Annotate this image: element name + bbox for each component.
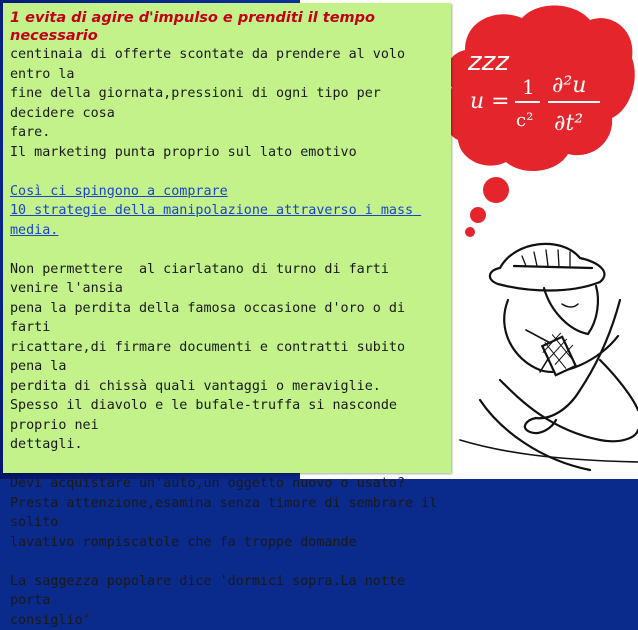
text-line: Presta attenzione,esamina senza timore di sembrare il solito bbox=[10, 494, 445, 533]
text-line: fare. bbox=[10, 123, 445, 143]
panel-title: 1 evita di agire d'impulso e prenditi il tempo necessario bbox=[10, 9, 445, 45]
text-line: lavativo rompiscatole che fa troppe domande bbox=[10, 533, 445, 553]
bubble-zzz: zzz bbox=[467, 47, 510, 77]
paragraph-gap bbox=[10, 240, 445, 260]
bubble-dt2: ∂t² bbox=[554, 111, 583, 136]
thought-bubble bbox=[441, 5, 634, 237]
paragraph-gap bbox=[10, 455, 445, 475]
bubble-u-equals: u = bbox=[470, 89, 510, 114]
paragraph-gap bbox=[10, 552, 445, 572]
bubble-c-squared: c² bbox=[516, 110, 533, 131]
bubble-numerator-one: 1 bbox=[522, 75, 535, 99]
text-line: La saggezza popolare dice 'dormici sopra.La notte porta bbox=[10, 572, 445, 611]
text-line: Non permettere al ciarlatano di turno di farti venire l'ansia bbox=[10, 260, 445, 299]
text-line: fine della giornata,pressioni di ogni tipo per decidere cosa bbox=[10, 84, 445, 123]
text-line: Il marketing punta proprio sul lato emotivo bbox=[10, 143, 445, 163]
text-line: pena la perdita della famosa occasione d'oro o di farti bbox=[10, 299, 445, 338]
text-line: ricattare,di firmare documenti e contratti subito pena la bbox=[10, 338, 445, 377]
text-line: dettagli. bbox=[10, 435, 445, 455]
text-line: perdita di chissà quali vantaggi o meraviglie. bbox=[10, 377, 445, 397]
text-line: Spesso il diavolo e le bufale-truffa si nasconde proprio nei bbox=[10, 396, 445, 435]
text-line: consiglio' bbox=[10, 611, 445, 630]
link-cosi-ci-spingono[interactable]: Così ci spingono a comprare bbox=[10, 184, 228, 199]
text-line: Devi acquistare un'auto,un oggetto nuovo o usato? bbox=[10, 474, 445, 494]
paragraph-gap bbox=[10, 162, 445, 182]
bubble-d2u: ∂²u bbox=[552, 73, 586, 98]
sleeping-figure bbox=[460, 244, 638, 470]
link-10-strategie[interactable]: 10 strategie della manipolazione attraverso i mass media. bbox=[10, 203, 421, 238]
text-line: centinaia di offerte scontate da prendere al volo entro la bbox=[10, 45, 445, 84]
text-panel bbox=[3, 3, 451, 473]
